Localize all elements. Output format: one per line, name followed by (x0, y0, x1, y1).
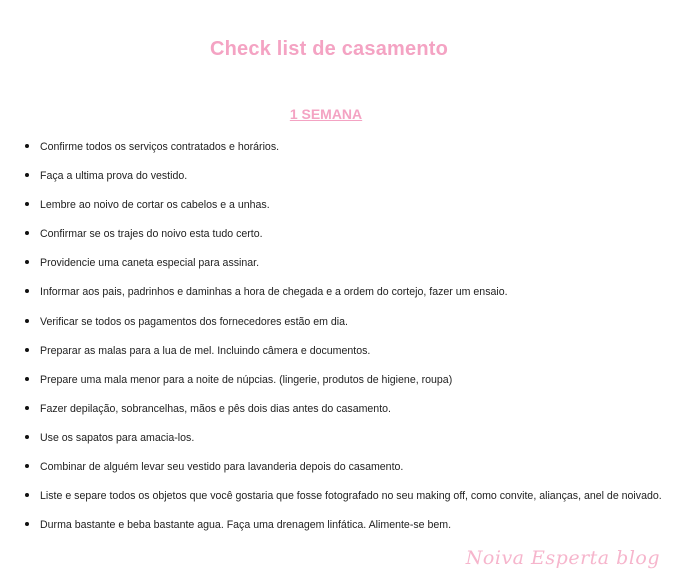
list-item-text: Informar aos pais, padrinhos e daminhas a hora de chegada e a ordem do cortejo, fazer um ensaio. (40, 286, 508, 299)
list-item-text: Fazer depilação, sobrancelhas, mãos e pês dois dias antes do casamento. (40, 402, 391, 415)
list-item-text: Confirmar se os trajes do noivo esta tudo certo. (40, 228, 263, 241)
bullet-icon (25, 493, 29, 497)
bullet-icon (25, 377, 29, 381)
bullet-icon (25, 202, 29, 206)
bullet-icon (25, 144, 29, 148)
bullet-icon (25, 435, 29, 439)
list-item-text: Confirme todos os serviços contratados e horários. (40, 141, 280, 153)
bullet-icon (25, 348, 29, 352)
bullet-icon (25, 522, 29, 526)
list-item-text: Prepare uma mala menor para a noite de núpcias. (lingerie, produtos de higiene, roupa) (40, 373, 453, 386)
watermark-logo: Noiva Esperta blog (465, 547, 660, 569)
bullet-icon (25, 319, 29, 323)
list-item-text: Providencie uma caneta especial para assinar. (40, 257, 260, 270)
list-item-text: Verificar se todos os pagamentos dos fornecedores estão em dia. (40, 315, 348, 328)
list-item-text: Combinar de alguém levar seu vestido para lavanderia depois do casamento. (40, 461, 404, 474)
list-item-text: Liste e separe todos os objetos que você gostaria que fosse fotografado no seu making off, como convite, alianças, anel de noivado. (40, 490, 662, 503)
page-title: Check list de casamento (209, 38, 449, 60)
bullet-icon (25, 231, 29, 235)
list-item-text: Faça a ultima prova do vestido. (40, 170, 188, 183)
list-item-text: Preparar as malas para a lua de mel. Incluindo câmera e documentos. (40, 344, 371, 357)
bullet-icon (25, 173, 29, 177)
bullet-icon (25, 406, 29, 410)
list-item-text: Use os sapatos para amacia-los. (40, 431, 195, 444)
bullet-icon (25, 260, 29, 264)
bullet-icon (25, 289, 29, 293)
section-heading: 1 SEMANA (289, 106, 363, 122)
list-item-text: Durma bastante e beba bastante agua. Faça uma drenagem linfática. Alimente-se bem. (40, 519, 452, 532)
list-item-text: Lembre ao noivo de cortar os cabelos e a unhas. (40, 199, 270, 212)
bullet-icon (25, 464, 29, 468)
